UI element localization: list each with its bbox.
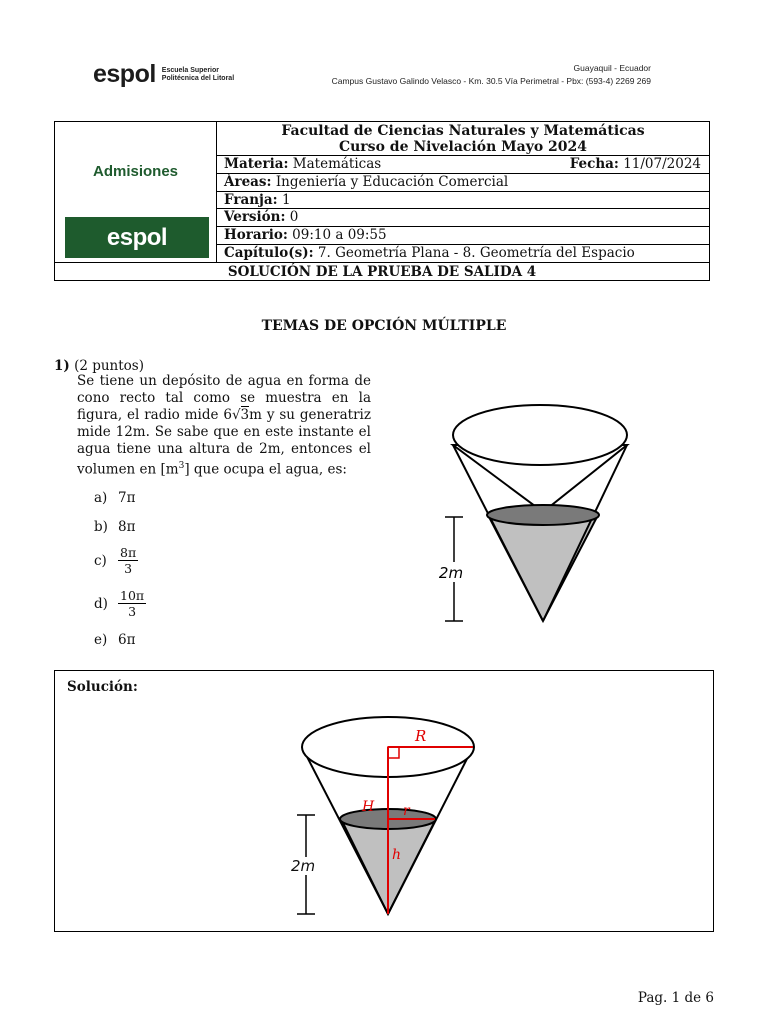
unused — [285, 711, 286, 712]
institution-line2: Politécnica del Litoral — [161, 74, 235, 82]
option-value: 8π — [118, 519, 136, 535]
admisiones-label: Admisiones — [92, 163, 179, 180]
page-number: Pag. 1 de 6 — [637, 990, 714, 1006]
materia-row — [217, 156, 709, 174]
espol-green-logo — [65, 217, 209, 258]
option-letter: d) — [94, 595, 108, 612]
label-R: R — [415, 727, 427, 745]
option-b — [94, 519, 135, 535]
question-text-c: ] que ocupa el agua, es: — [184, 461, 347, 478]
version-value: 0 — [289, 209, 299, 225]
fraction — [118, 588, 146, 619]
institution-line1: Escuela Superior — [161, 66, 219, 74]
solution-box — [54, 670, 714, 932]
city: Guayaquil - Ecuador — [573, 63, 651, 73]
logo-word: espol — [93, 60, 156, 88]
question-points: (2 puntos) — [74, 358, 145, 374]
fecha-value: 11/07/2024 — [623, 156, 701, 172]
header-bottom-title: SOLUCIÓN DE LA PRUEBA DE SALIDA 4 — [55, 262, 709, 282]
label-r: r — [403, 803, 410, 819]
capitulo-row — [217, 245, 709, 262]
height-label: 2m — [438, 564, 464, 582]
solution-height-label: 2m — [291, 857, 316, 875]
water-body — [488, 515, 598, 621]
label-H: H — [362, 799, 375, 815]
title-line2: Curso de Nivelación Mayo 2024 — [338, 139, 588, 155]
solution-figure — [285, 711, 535, 921]
fraction-numerator: 10π — [120, 588, 145, 603]
option-letter: a) — [94, 490, 108, 506]
section-title: TEMAS DE OPCIÓN MÚLTIPLE — [261, 318, 507, 334]
espol-logo — [93, 62, 234, 87]
version-row — [217, 209, 709, 227]
label-h: h — [392, 847, 402, 863]
fraction-denominator: 3 — [128, 604, 137, 619]
franja-row — [217, 192, 709, 209]
header-logo-cell — [55, 122, 217, 262]
header-table — [54, 121, 710, 281]
option-letter: e) — [94, 632, 108, 648]
areas-label: Áreas: — [224, 174, 272, 190]
cone-figure — [410, 395, 640, 630]
fraction — [118, 545, 138, 576]
option-e — [94, 632, 135, 648]
question-text-a: Se tiene un depósito de agua en forma de cono recto tal como se muestra en la figura, el radio mide 6 — [77, 373, 371, 423]
option-d — [94, 588, 146, 619]
question-number-label: 1) — [54, 358, 70, 374]
fraction-denominator: 3 — [124, 561, 133, 576]
question-text-b: m y su generatriz mide 12m. Se sabe que en este instante el agua tiene una altura de 2m, entonces el volumen en [m — [77, 407, 371, 478]
option-c — [94, 545, 138, 576]
horario-value: 09:10 a 09:55 — [292, 227, 387, 243]
option-value: 7π — [118, 490, 136, 506]
sqrt-arg: 3 — [240, 407, 250, 423]
fecha-label: Fecha: — [569, 156, 619, 172]
franja-label: Franja: — [224, 192, 278, 208]
header-title — [217, 122, 709, 156]
fecha — [570, 156, 701, 173]
capitulo-value: 7. Geometría Plana - 8. Geometría del Espacio — [317, 245, 635, 261]
cone-rim — [453, 405, 627, 465]
option-letter: b) — [94, 519, 108, 535]
areas-value: Ingeniería y Educación Comercial — [275, 174, 509, 190]
horario-label: Horario: — [224, 227, 288, 243]
solution-label: Solución: — [67, 679, 138, 695]
areas-row — [217, 174, 709, 192]
title-line1: Facultad de Ciencias Naturales y Matemáticas — [281, 123, 645, 139]
materia-value: Matemáticas — [292, 156, 382, 172]
question-text: Se tiene un depósito de agua en forma de cono recto tal como se muestra en la figura, el radio mide 6√3m y su generatriz mide 12m. Se sabe que en este instante el agua tiene una altura de 2m, entonces el volumen en $[m^3]$ que ocupa el agua, es: — [77, 373, 371, 478]
question-number — [54, 358, 144, 374]
header-info — [217, 122, 709, 262]
green-logo-word: espol — [106, 223, 168, 251]
option-a — [94, 490, 135, 506]
option-value: 6π — [118, 632, 136, 648]
horario-row — [217, 227, 709, 245]
fraction-numerator: 8π — [120, 545, 137, 560]
water-surface — [487, 505, 599, 525]
version-label: Versión: — [224, 209, 286, 225]
materia-label: Materia: — [224, 156, 289, 172]
exponent: 3 — [178, 461, 185, 471]
letterhead-address — [332, 62, 651, 88]
address: Campus Gustavo Galindo Velasco - Km. 30.5 Vía Perimetral - Pbx: (593-4) 2269 269 — [331, 76, 651, 86]
option-letter: c) — [94, 552, 107, 569]
institution-name — [162, 67, 234, 83]
capitulo-label: Capítulo(s): — [224, 245, 314, 261]
franja-value: 1 — [281, 192, 291, 208]
